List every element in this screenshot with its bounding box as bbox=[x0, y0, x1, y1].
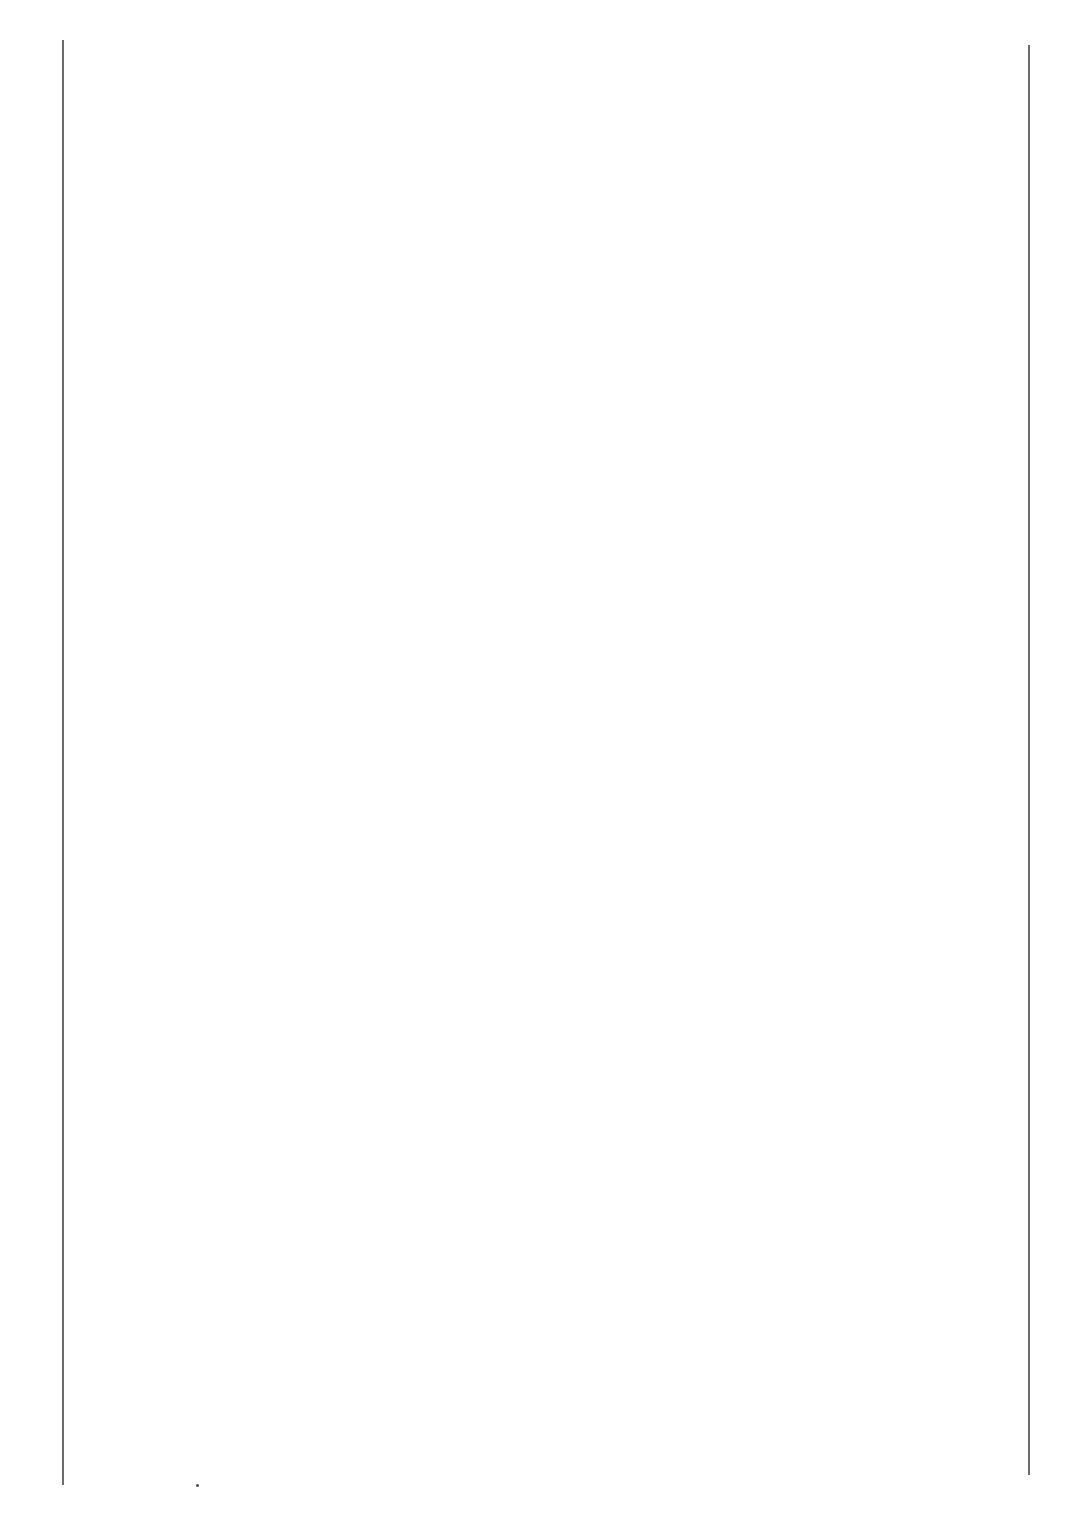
stray-dot bbox=[196, 1484, 199, 1487]
page-frame-left bbox=[62, 40, 64, 1485]
question-title bbox=[96, 38, 996, 98]
print-header bbox=[46, 8, 1036, 34]
page-frame-right bbox=[1028, 45, 1030, 1475]
vote-results bbox=[96, 38, 996, 98]
